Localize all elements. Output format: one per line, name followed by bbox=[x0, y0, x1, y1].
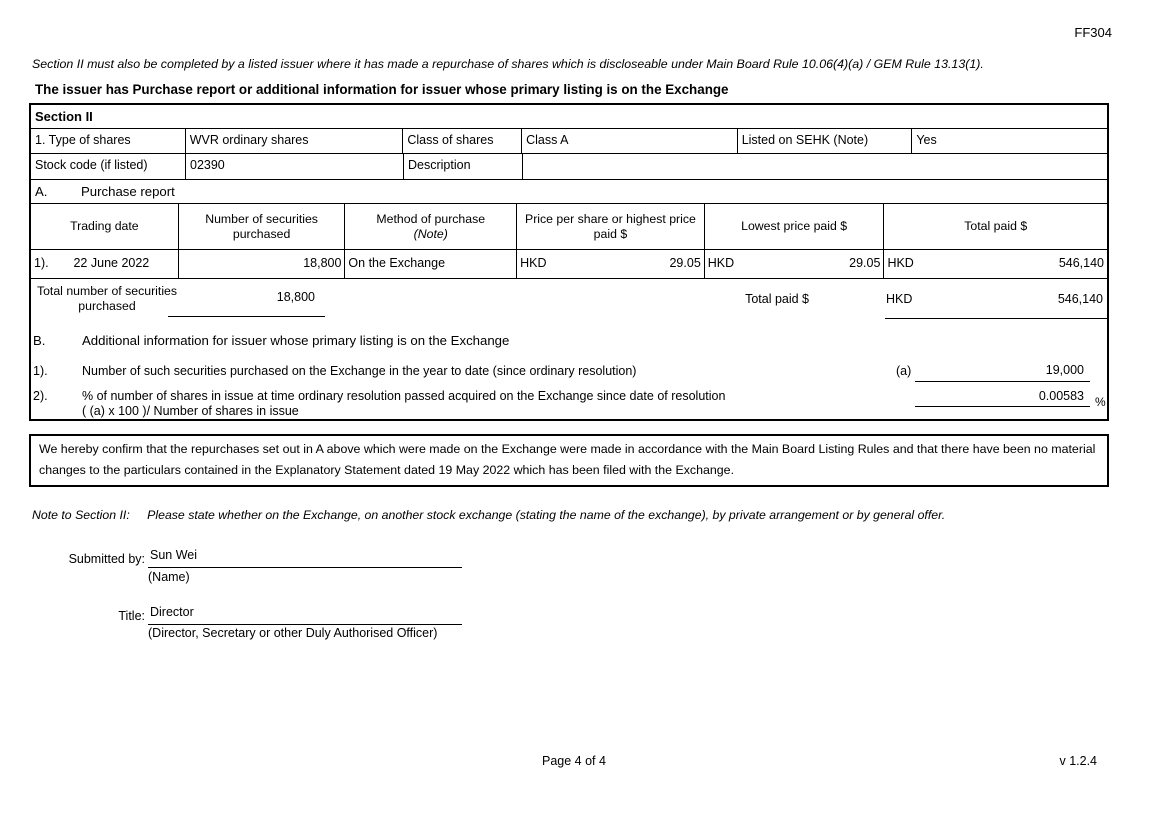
title-value: Director bbox=[150, 605, 194, 619]
part-b-item2-unit: % bbox=[1095, 395, 1106, 409]
part-b-item2-index: 2). bbox=[33, 389, 48, 403]
part-b-item1-index: 1). bbox=[33, 364, 48, 378]
main-heading: The issuer has Purchase report or additional information for issuer whose primary listing is on the Exchange bbox=[35, 82, 729, 97]
col-header-price-low: Lowest price paid $ bbox=[705, 204, 885, 249]
col-header-total-paid: Total paid $ bbox=[964, 219, 1028, 234]
name-caption: (Name) bbox=[148, 570, 190, 584]
type-of-shares-value: WVR ordinary shares bbox=[186, 129, 404, 153]
col-header-method-note: (Note) bbox=[413, 226, 448, 241]
purchase-table-row bbox=[31, 250, 1107, 279]
part-b-letter: B. bbox=[33, 333, 46, 348]
col-header-method-text: Method of purchase bbox=[376, 212, 486, 226]
confirmation-box: We hereby confirm that the repurchases set out in A above which were made on the Exchange were made in accordance with the Main Board Listing Rules and that there have been no material changes to the particulars contained in the Explanatory Statement dated 19 May 2022 which has been filed with the Exchange. bbox=[29, 434, 1109, 487]
col-header-number-purchased: Number of securities purchased bbox=[179, 204, 346, 249]
part-b-title: Additional information for issuer whose primary listing is on the Exchange bbox=[82, 333, 510, 348]
total-paid-value: 546,140 bbox=[1058, 256, 1105, 270]
form-code: FF304 bbox=[1074, 25, 1112, 40]
high-price-currency: HKD bbox=[520, 256, 547, 270]
class-of-shares-label: Class of shares bbox=[403, 129, 522, 153]
description-label: Description bbox=[404, 154, 523, 179]
note-to-section2-text: Please state whether on the Exchange, on another stock exchange (stating the name of the exchange), by private arrangement or by general offer. bbox=[147, 508, 946, 522]
title-caption: (Director, Secretary or other Duly Authorised Officer) bbox=[148, 626, 438, 640]
listed-on-sehk-value: Yes bbox=[916, 133, 937, 147]
page-number: Page 4 of 4 bbox=[542, 754, 606, 768]
submitted-by-name-value: Sun Wei bbox=[150, 548, 198, 562]
stock-code-value: 02390 bbox=[186, 154, 404, 179]
part-b-item1-ref: (a) bbox=[896, 364, 912, 378]
section2-title: Section II bbox=[35, 109, 93, 124]
low-price-value: 29.05 bbox=[849, 256, 881, 270]
col-header-method bbox=[345, 204, 517, 249]
listed-on-sehk-label: Listed on SEHK (Note) bbox=[738, 129, 913, 153]
part-b-item2-text-line2: ( (a) x 100 )/ Number of shares in issue bbox=[82, 404, 299, 418]
col-header-price-high: Price per share or highest price paid $ bbox=[517, 204, 705, 249]
method-value: On the Exchange bbox=[345, 250, 517, 278]
part-b-block bbox=[31, 323, 1107, 421]
submitted-by-label: Submitted by: bbox=[68, 552, 145, 566]
total-number-value: 18,800 bbox=[168, 287, 325, 317]
number-purchased-value: 18,800 bbox=[179, 250, 346, 278]
total-paid-currency-total: HKD bbox=[886, 292, 913, 306]
title-underline bbox=[148, 624, 462, 625]
part-a-letter: A. bbox=[35, 184, 48, 199]
total-paid-currency: HKD bbox=[887, 256, 914, 270]
low-price-currency: HKD bbox=[707, 256, 735, 270]
title-label: Title: bbox=[118, 609, 145, 623]
section2-form-table bbox=[29, 103, 1109, 421]
purchase-total-row bbox=[31, 279, 1107, 323]
type-of-shares-label: 1. Type of shares bbox=[31, 129, 186, 153]
total-paid-label: Total paid $ bbox=[745, 292, 809, 306]
intro-note: Section II must also be completed by a listed issuer where it has made a repurchase of shares which is discloseable under Main Board Rule 10.06(4)(a) / GEM Rule 13.13(1). bbox=[32, 57, 984, 71]
version-label: v 1.2.4 bbox=[1059, 754, 1097, 768]
stock-code-label: Stock code (if listed) bbox=[31, 154, 186, 179]
total-number-label: Total number of securities purchased bbox=[36, 284, 178, 313]
name-underline bbox=[148, 567, 462, 568]
high-price-value: 29.05 bbox=[669, 256, 701, 270]
part-b-item2-text-line1: % of number of shares in issue at time ordinary resolution passed acquired on the Exchange since date of resolution bbox=[82, 389, 726, 403]
part-b-item1-value: 19,000 bbox=[915, 363, 1090, 382]
note-to-section2-label: Note to Section II: bbox=[32, 508, 130, 522]
part-b-item1-text: Number of such securities purchased on the Exchange in the year to date (since ordinary resolution) bbox=[82, 364, 637, 378]
part-b-item2-value: 0.00583 bbox=[915, 389, 1090, 407]
part-a-title: Purchase report bbox=[81, 184, 175, 199]
col-header-trading-date: Trading date bbox=[31, 204, 179, 249]
note-to-section2 bbox=[32, 508, 1132, 522]
row-index: 1). bbox=[34, 256, 49, 270]
trading-date-value: 22 June 2022 bbox=[73, 256, 150, 270]
class-of-shares-value: Class A bbox=[522, 129, 738, 153]
total-paid-value-total: 546,140 bbox=[885, 287, 1107, 319]
description-value bbox=[523, 154, 1107, 179]
